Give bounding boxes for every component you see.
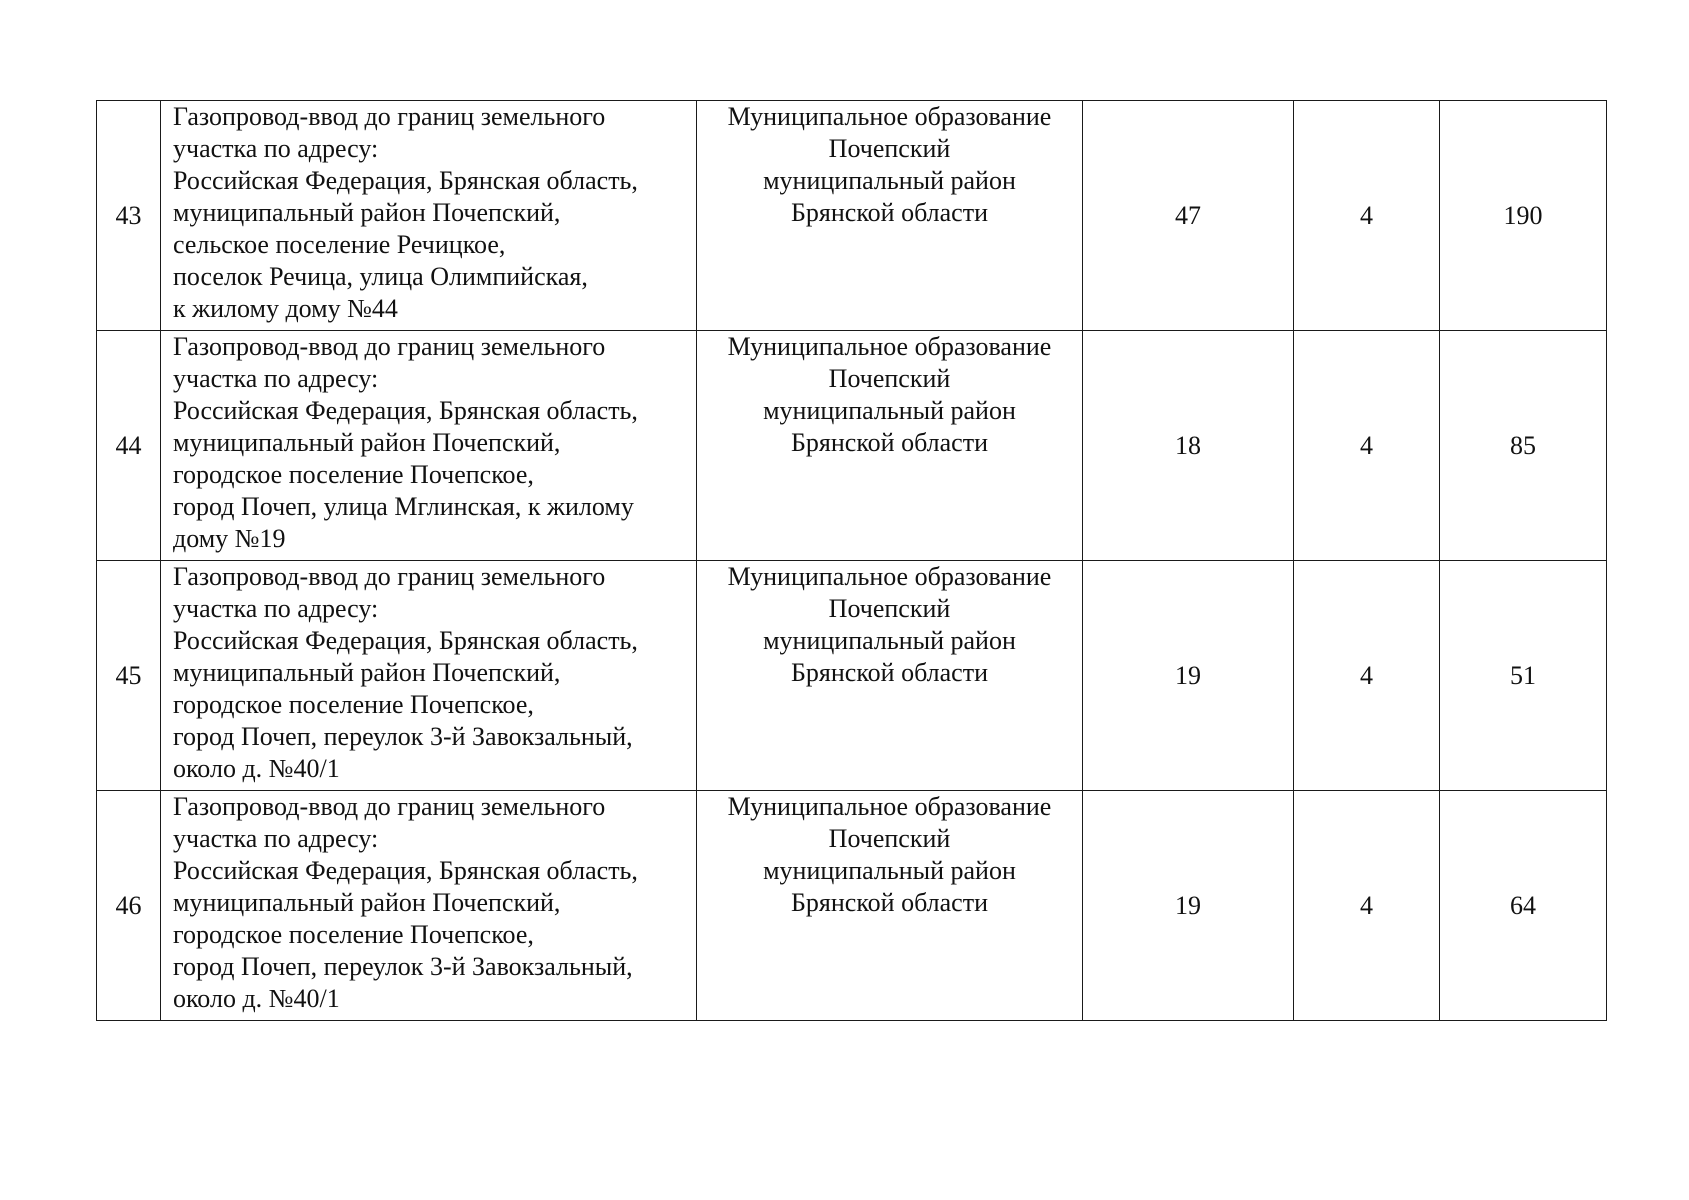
value-cell-col5: 4 (1294, 101, 1440, 331)
value-cell-col6: 85 (1440, 331, 1607, 561)
owner-cell: Муниципальное образование Почепский муниципальный район Брянской области (697, 791, 1083, 1021)
table-row (97, 561, 1607, 791)
object-description: Газопровод-ввод до границ земельного участка по адресу: Российская Федерация, Брянская область, муниципальный район Почепский, городское поселение Почепское, город Почеп, переулок 3-й Завокзальный, около д. №40/1 (161, 561, 697, 791)
value-cell-col4: 18 (1083, 331, 1294, 561)
row-number: 44 (97, 331, 161, 561)
row-number: 46 (97, 791, 161, 1021)
object-description: Газопровод-ввод до границ земельного участка по адресу: Российская Федерация, Брянская область, муниципальный район Почепский, сельское поселение Речицкое, поселок Речица, улица Олимпийская, к жилому дому №44 (161, 101, 697, 331)
row-number: 45 (97, 561, 161, 791)
owner-cell: Муниципальное образование Почепский муниципальный район Брянской области (697, 331, 1083, 561)
value-cell-col4: 19 (1083, 791, 1294, 1021)
object-description: Газопровод-ввод до границ земельного участка по адресу: Российская Федерация, Брянская область, муниципальный район Почепский, городское поселение Почепское, город Почеп, переулок 3-й Завокзальный, около д. №40/1 (161, 791, 697, 1021)
value-cell-col5: 4 (1294, 331, 1440, 561)
value-cell-col5: 4 (1294, 791, 1440, 1021)
value-cell-col6: 51 (1440, 561, 1607, 791)
value-cell-col5: 4 (1294, 561, 1440, 791)
table-row (97, 101, 1607, 331)
value-cell-col6: 64 (1440, 791, 1607, 1021)
value-cell-col4: 19 (1083, 561, 1294, 791)
table-row (97, 331, 1607, 561)
value-cell-col6: 190 (1440, 101, 1607, 331)
row-number: 43 (97, 101, 161, 331)
object-description: Газопровод-ввод до границ земельного участка по адресу: Российская Федерация, Брянская область, муниципальный район Почепский, городское поселение Почепское, город Почеп, улица Мглинская, к жилому дому №19 (161, 331, 697, 561)
gas-pipeline-table (96, 100, 1607, 1021)
owner-cell: Муниципальное образование Почепский муниципальный район Брянской области (697, 101, 1083, 331)
owner-cell: Муниципальное образование Почепский муниципальный район Брянской области (697, 561, 1083, 791)
value-cell-col4: 47 (1083, 101, 1294, 331)
table-row (97, 791, 1607, 1021)
